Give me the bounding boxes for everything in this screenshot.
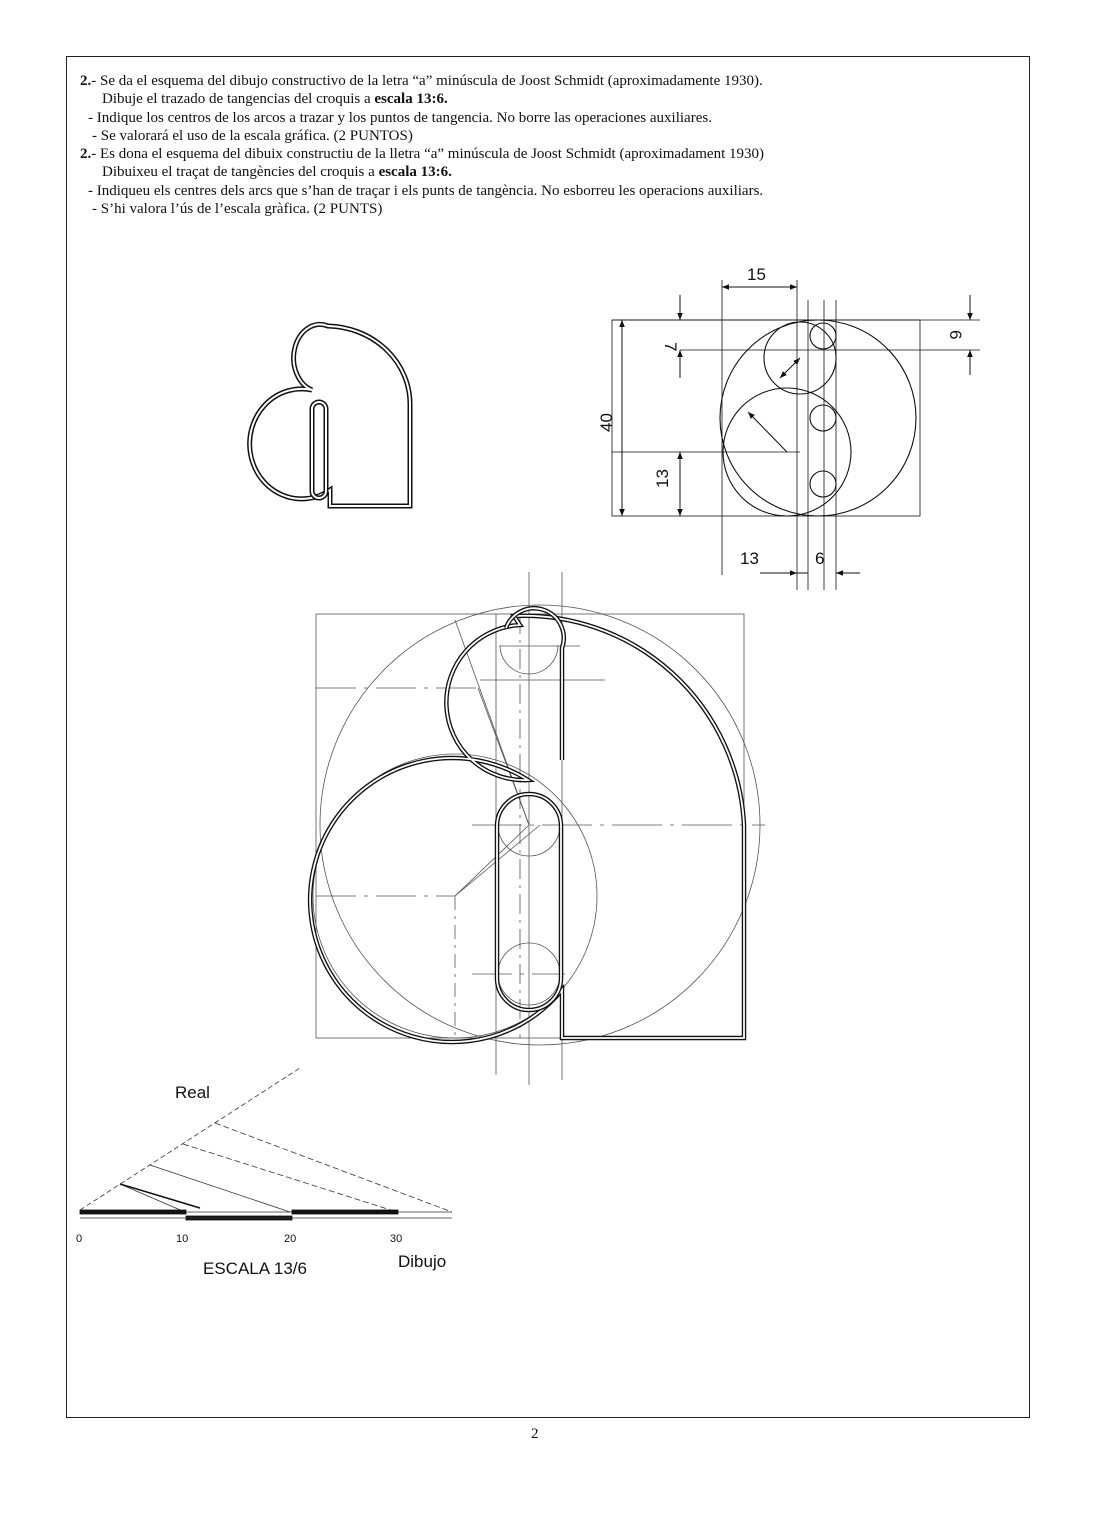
- dim-bottom-right: 6: [815, 549, 825, 568]
- sketch-dimension-labels: [597, 265, 965, 568]
- instruction-ca-line-3: - Indiqueu els centres dels arcs que s’han de traçar i els punts de tangència. No esborreu les operacions auxiliars.: [88, 182, 764, 199]
- instruction-ca-line-2: Dibuixeu el traçat de tangències del croquis a escala 13:6.: [102, 164, 452, 181]
- scale-drawing-label: Dibujo: [398, 1252, 447, 1271]
- dim-lower-height: 13: [653, 469, 672, 488]
- instruction-es-line-2: Dibuje el trazado de tangencias del croquis a escala 13:6.: [102, 91, 448, 108]
- instruction-es-line-3: - Indique los centros de los arcos a trazar y los puntos de tangencia. No borre las operaciones auxiliares.: [88, 109, 712, 126]
- graphic-scale-labels: [76, 1083, 446, 1278]
- dim-right-small: 6: [946, 330, 965, 340]
- graphic-scale: [80, 1068, 452, 1220]
- scale-emphasis: escala 13:6.: [374, 91, 448, 108]
- scale-tick-30: 30: [390, 1233, 403, 1245]
- instruction-es-line-1: 2.- Se da el esquema del dibujo constructivo de la letra “a” minúscula de Joost Schmidt (aproximadamente 1930).: [80, 73, 763, 89]
- instruction-ca-line-4: - S’hi valora l’ús de l’escala gràfica. (2 PUNTS): [92, 201, 383, 218]
- reference-letter-a: [250, 324, 410, 506]
- instruction-ca-line-1: 2.- Es dona el esquema del dibuix constructiu de la lletra “a” minúscula de Joost Schmidt (aproximadament 1930): [80, 146, 764, 163]
- scale-tick-10: 10: [176, 1233, 189, 1245]
- dimensioned-sketch: [612, 280, 980, 590]
- dim-small-circle: 7: [661, 342, 680, 352]
- scale-tick-20: 20: [284, 1233, 297, 1245]
- scale-emphasis: escala 13:6.: [378, 164, 452, 181]
- scale-real-label: Real: [175, 1083, 210, 1102]
- dim-top-width: 15: [747, 265, 766, 284]
- dim-bottom-left: 13: [740, 549, 759, 568]
- instruction-es-line-4: - Se valorará el uso de la escala gráfica. (2 PUNTOS): [92, 127, 413, 144]
- scale-tick-0: 0: [76, 1233, 83, 1245]
- scale-title: ESCALA 13/6: [203, 1259, 307, 1278]
- letter-a-outline: [310, 608, 744, 1042]
- dim-total-height: 40: [597, 413, 616, 432]
- page-number: 2: [531, 1426, 539, 1442]
